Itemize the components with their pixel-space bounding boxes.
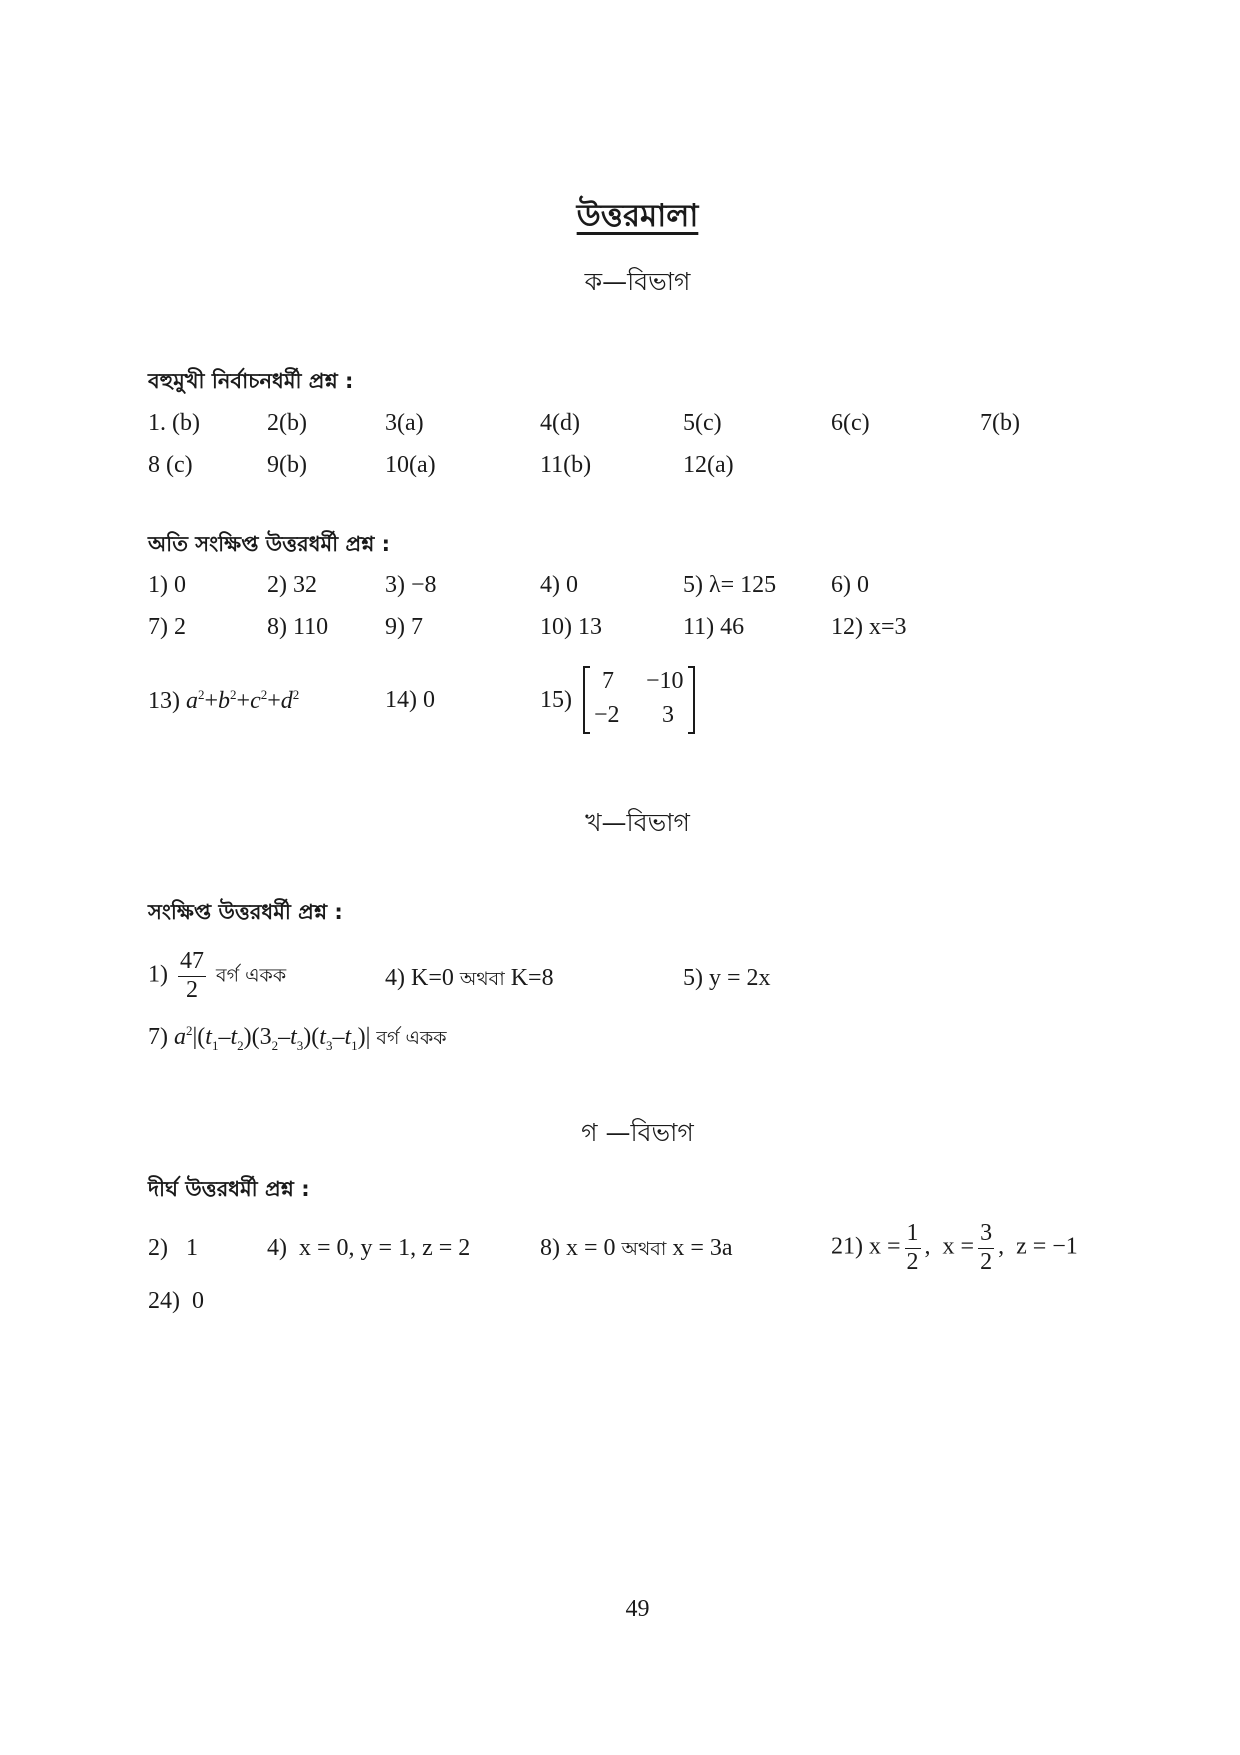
fraction: $\frac{47}{2}$ bbox=[180, 948, 204, 1003]
very-short-answer: 11) 46 bbox=[683, 614, 745, 640]
answer-b-5: 5) y = 2x bbox=[683, 965, 771, 991]
mcq-answer: 9(b) bbox=[267, 452, 307, 478]
matrix-cell: −2 bbox=[594, 702, 620, 728]
very-short-answer: 2) 32 bbox=[267, 572, 317, 598]
answer-b-1: 1) $\frac{47}{2}$ বর্গ একক bbox=[148, 948, 287, 1003]
mcq-answer: 8 (c) bbox=[148, 452, 193, 478]
answer-15-prefix: 15) bbox=[540, 687, 572, 713]
answer-14: 14) 0 bbox=[385, 687, 435, 713]
answer-15-matrix bbox=[580, 664, 700, 736]
section-b-heading: খ—বিভাগ bbox=[585, 808, 690, 837]
mcq-answer: 7(b) bbox=[980, 410, 1020, 436]
very-short-answer: 3) −8 bbox=[385, 572, 437, 598]
mcq-answer: 10(a) bbox=[385, 452, 436, 478]
very-short-answer: 5) λ= 125 bbox=[683, 572, 777, 598]
very-short-answer: 9) 7 bbox=[385, 614, 423, 640]
page-number: 49 bbox=[625, 1596, 650, 1622]
answer-c-8: 8) x = 0 অথবা x = 3a bbox=[540, 1235, 733, 1261]
long-heading: দীর্ঘ উত্তরধর্মী প্রশ্ন : bbox=[148, 1177, 310, 1201]
section-c-heading: গ —বিভাগ bbox=[581, 1118, 694, 1147]
answer-b-4: 4) K=0 অথবা K=8 bbox=[385, 965, 554, 991]
answer-c-2: 2) 1 bbox=[148, 1235, 198, 1261]
answer-c-24: 24) 0 bbox=[148, 1288, 204, 1314]
short-heading: সংক্ষিপ্ত উত্তরধর্মী প্রশ্ন : bbox=[148, 900, 343, 924]
very-short-answer: 7) 2 bbox=[148, 614, 186, 640]
mcq-heading: বহুমুখী নির্বাচনধর্মী প্রশ্ন : bbox=[148, 369, 354, 393]
mcq-answer: 12(a) bbox=[683, 452, 734, 478]
very-short-answer: 1) 0 bbox=[148, 572, 186, 598]
very-short-answer: 8) 110 bbox=[267, 614, 329, 640]
fraction: $\frac{3}{2}$ bbox=[980, 1220, 993, 1275]
answer-c-4: 4) x = 0, y = 1, z = 2 bbox=[267, 1235, 471, 1261]
term: b bbox=[218, 688, 231, 714]
mcq-answer: 2(b) bbox=[267, 410, 307, 436]
very-short-answer: 12) x=3 bbox=[831, 614, 907, 640]
answer-c-21: 21) x = $\frac{1}{2}$ , x = $\frac{3}{2}$ , z = −1 bbox=[831, 1220, 1078, 1275]
mcq-answer: 5(c) bbox=[683, 410, 722, 436]
term: a bbox=[186, 688, 198, 714]
matrix-cell: −10 bbox=[646, 668, 684, 694]
mcq-answer: 6(c) bbox=[831, 410, 870, 436]
section-a-heading: ক—বিভাগ bbox=[584, 267, 691, 296]
fraction: $\frac{1}{2}$ bbox=[906, 1220, 919, 1275]
mcq-answer: 11(b) bbox=[540, 452, 592, 478]
mcq-answer: 4(d) bbox=[540, 410, 580, 436]
very-short-answer: 4) 0 bbox=[540, 572, 578, 598]
mcq-answer: 1. (b) bbox=[148, 410, 200, 436]
very-short-answer: 10) 13 bbox=[540, 614, 602, 640]
term: c bbox=[250, 688, 261, 714]
matrix-cell: 3 bbox=[662, 702, 674, 728]
answer-13: 13) $a^2+b^2+c^2+d^2$ bbox=[148, 687, 300, 714]
page-title: উত্তরমালা bbox=[576, 198, 699, 234]
mcq-answer: 3(a) bbox=[385, 410, 424, 436]
very-short-heading: অতি সংক্ষিপ্ত উত্তরধর্মী প্রশ্ন : bbox=[148, 532, 391, 556]
very-short-answer: 6) 0 bbox=[831, 572, 869, 598]
term: d bbox=[280, 688, 293, 714]
matrix-cell: 7 bbox=[602, 668, 614, 694]
answer-b-7: 7) $a^2|(t_1-t_2)(3_2-t_3)(t_3-t_1)|$ বর্গ একক bbox=[148, 1023, 447, 1053]
